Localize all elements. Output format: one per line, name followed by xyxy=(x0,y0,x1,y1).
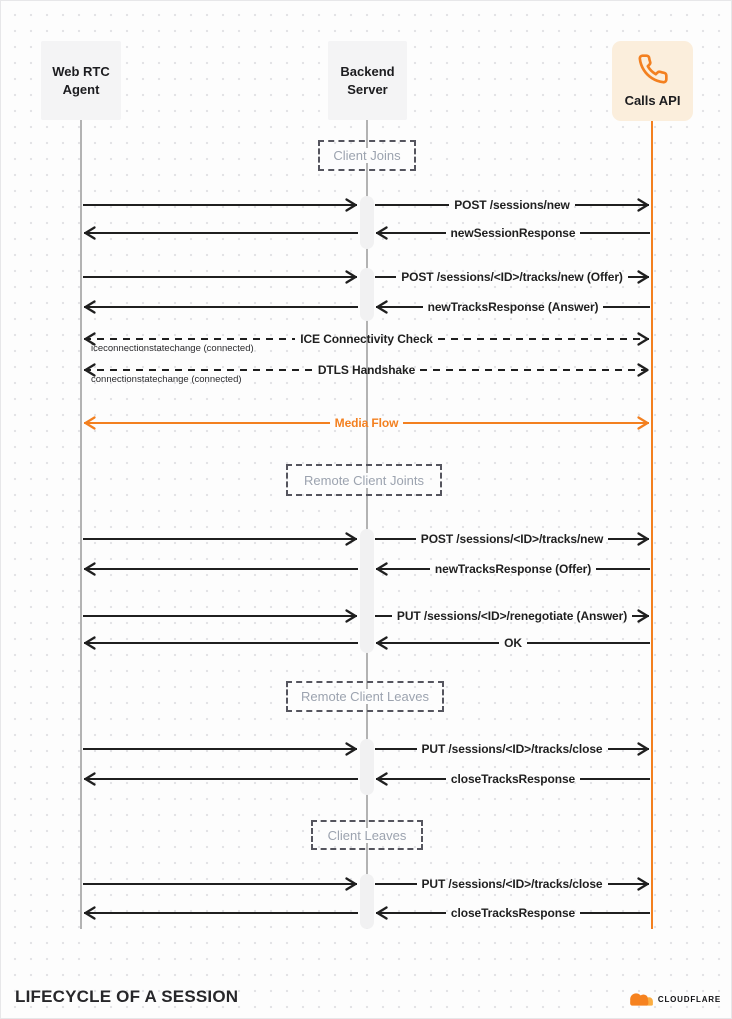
message-label: Media Flow xyxy=(334,416,399,430)
message-arrow xyxy=(375,560,650,578)
message-line xyxy=(580,912,650,914)
message-label: closeTracksResponse xyxy=(450,906,576,920)
arrowhead-right-icon xyxy=(343,531,358,547)
message-line xyxy=(420,369,649,371)
arrowhead-right-icon xyxy=(343,608,358,624)
message-line xyxy=(376,778,446,780)
message-arrow xyxy=(83,224,358,242)
arrowhead-right-icon xyxy=(635,741,650,757)
message-line xyxy=(84,369,313,371)
message-arrow xyxy=(375,298,650,316)
arrowhead-right-icon xyxy=(635,415,650,431)
message-line xyxy=(83,276,357,278)
message-label: ICE Connectivity Check xyxy=(300,332,433,346)
activation-bar xyxy=(360,529,374,653)
activation-bar xyxy=(360,268,374,321)
actor-backend-server xyxy=(328,41,407,120)
message-arrow xyxy=(375,904,650,922)
message-arrow xyxy=(83,904,358,922)
phase-label: Client Joins xyxy=(328,148,405,163)
message-arrow xyxy=(83,740,358,758)
message-arrow xyxy=(375,634,650,652)
message-line xyxy=(376,568,430,570)
message-line xyxy=(84,306,358,308)
arrowhead-right-icon xyxy=(635,269,650,285)
activation-bar xyxy=(360,874,374,929)
message-sublabel: connectionstatechange (connected) xyxy=(91,374,242,385)
message-line xyxy=(84,778,358,780)
message-arrow xyxy=(375,740,650,758)
lifeline-webrtc-agent xyxy=(80,119,82,929)
arrowhead-right-icon xyxy=(343,876,358,892)
phase-label: Remote Client Joints xyxy=(299,473,429,488)
message-label: POST /sessions/new xyxy=(454,198,570,212)
message-line xyxy=(603,306,650,308)
message-line xyxy=(84,568,358,570)
message-line xyxy=(83,204,357,206)
arrowhead-right-icon xyxy=(343,741,358,757)
message-line xyxy=(83,538,357,540)
phone-icon xyxy=(637,53,669,85)
message-line xyxy=(84,422,330,424)
message-arrow xyxy=(83,560,358,578)
message-sublabel: iceconnectionstatechange (connected) xyxy=(91,343,254,354)
message-line xyxy=(438,338,649,340)
message-line xyxy=(84,338,295,340)
arrowhead-right-icon xyxy=(343,269,358,285)
message-line xyxy=(84,912,358,914)
phase-box xyxy=(286,464,442,496)
message-line xyxy=(375,204,449,206)
message-arrow xyxy=(83,607,358,625)
arrowhead-right-icon xyxy=(343,197,358,213)
message-line xyxy=(376,642,499,644)
message-arrow xyxy=(83,196,358,214)
message-line xyxy=(83,748,357,750)
phase-label: Client Leaves xyxy=(323,828,412,843)
message-line xyxy=(84,642,358,644)
message-line xyxy=(83,883,357,885)
message-label: newSessionResponse xyxy=(450,226,576,240)
phase-box xyxy=(318,140,416,171)
message-arrow xyxy=(83,530,358,548)
message-line xyxy=(375,748,417,750)
message-arrow xyxy=(375,224,650,242)
actor-label: Web RTC Agent xyxy=(52,63,110,97)
phase-box xyxy=(311,820,423,850)
arrowhead-right-icon xyxy=(635,362,650,378)
message-line xyxy=(580,232,650,234)
message-line xyxy=(376,232,446,234)
arrowhead-right-icon xyxy=(635,876,650,892)
message-label: POST /sessions/<ID>/tracks/new xyxy=(420,532,604,546)
message-line xyxy=(596,568,650,570)
message-arrow xyxy=(375,607,650,625)
arrowhead-right-icon xyxy=(635,531,650,547)
message-arrow xyxy=(83,298,358,316)
activation-bar xyxy=(360,739,374,795)
message-line xyxy=(375,276,396,278)
phase-box xyxy=(286,681,444,712)
message-line xyxy=(84,232,358,234)
actor-label: Backend Server xyxy=(340,63,395,97)
activation-bar xyxy=(360,196,374,249)
actor-webrtc-agent xyxy=(41,41,121,120)
arrowhead-right-icon xyxy=(635,331,650,347)
message-label: PUT /sessions/<ID>/tracks/close xyxy=(421,877,603,891)
cloudflare-brand xyxy=(627,990,721,1008)
message-arrow xyxy=(83,414,650,432)
message-arrow xyxy=(375,268,650,286)
message-arrow xyxy=(375,770,650,788)
arrowhead-right-icon xyxy=(635,608,650,624)
message-label: PUT /sessions/<ID>/tracks/close xyxy=(421,742,603,756)
lifeline-calls-api xyxy=(651,119,653,929)
phase-label: Remote Client Leaves xyxy=(296,689,434,704)
message-label: PUT /sessions/<ID>/renegotiate (Answer) xyxy=(396,609,628,623)
actor-label: Calls API xyxy=(624,92,681,108)
message-arrow xyxy=(83,634,358,652)
message-label: newTracksResponse (Answer) xyxy=(427,300,599,314)
message-arrow xyxy=(83,875,358,893)
message-arrow xyxy=(83,770,358,788)
message-line xyxy=(375,615,392,617)
message-label: newTracksResponse (Offer) xyxy=(434,562,592,576)
message-label: closeTracksResponse xyxy=(450,772,576,786)
arrowhead-right-icon xyxy=(635,197,650,213)
message-line xyxy=(376,912,446,914)
page-title: LIFECYCLE OF A SESSION xyxy=(15,987,239,1006)
message-label: POST /sessions/<ID>/tracks/new (Offer) xyxy=(401,270,623,284)
message-arrow xyxy=(375,875,650,893)
message-arrow xyxy=(375,196,650,214)
message-line xyxy=(375,538,416,540)
message-arrow xyxy=(375,530,650,548)
message-line xyxy=(527,642,650,644)
message-line xyxy=(403,422,649,424)
message-label: OK xyxy=(504,636,522,650)
actor-calls-api xyxy=(612,41,693,121)
message-line xyxy=(375,883,417,885)
message-line xyxy=(376,306,423,308)
message-line xyxy=(83,615,357,617)
cloudflare-brand-text: CLOUDFLARE xyxy=(657,994,721,1004)
cloudflare-logo-icon xyxy=(627,990,655,1008)
message-line xyxy=(580,778,650,780)
message-arrow xyxy=(83,268,358,286)
message-label: DTLS Handshake xyxy=(317,363,416,377)
